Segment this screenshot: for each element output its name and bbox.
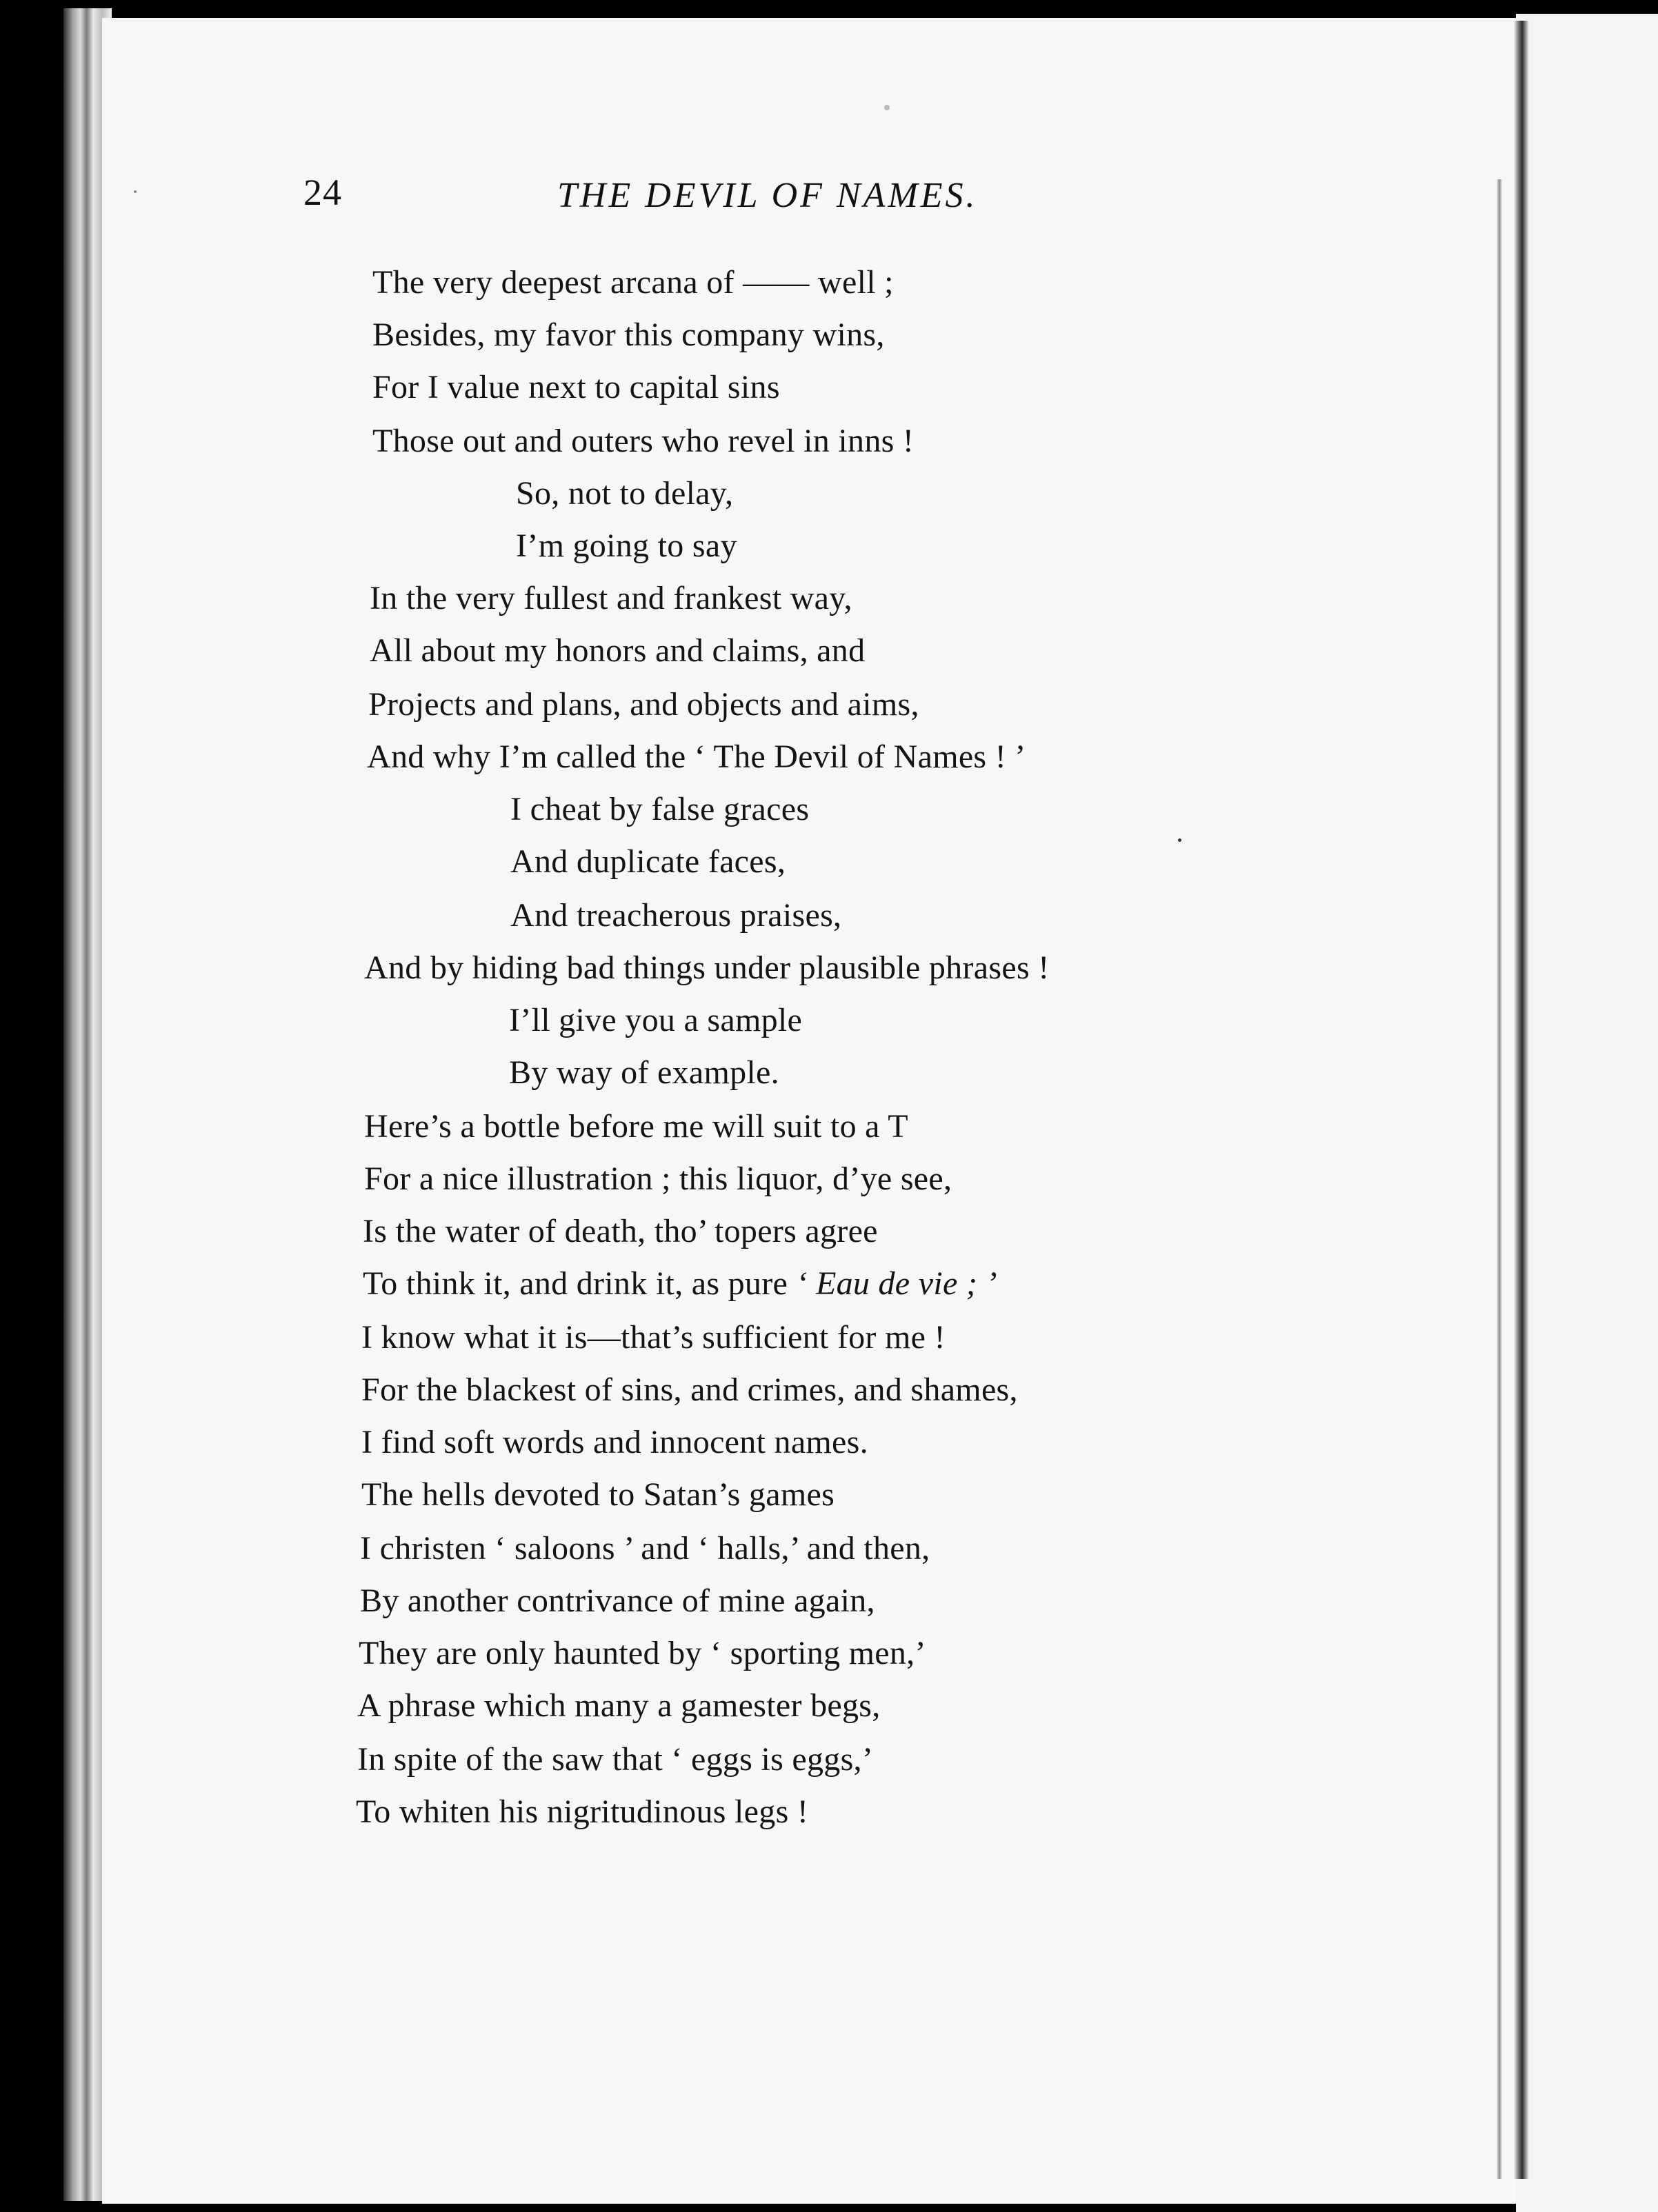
poem-line: So, not to delay, (516, 475, 734, 512)
poem-line: Besides, my favor this company wins, (372, 316, 885, 353)
poem-line: In the very fullest and frankest way, (370, 580, 852, 616)
poem-line: Is the water of death, tho’ topers agree (363, 1213, 878, 1249)
poem-line: All about my honors and claims, and (370, 632, 866, 669)
paper-speck (884, 105, 890, 110)
poem-line: I cheat by false graces (510, 791, 810, 827)
poem-line: For the blackest of sins, and crimes, and shames, (361, 1371, 1018, 1408)
running-title: THE DEVIL OF NAMES. (557, 176, 978, 215)
poem-line: I find soft words and innocent names. (361, 1424, 868, 1460)
poem-line: I know what it is—that’s sufficient for me ! (361, 1319, 946, 1356)
page-number: 24 (303, 172, 342, 213)
poem-line: A phrase which many a gamester begs, (357, 1687, 881, 1724)
poem-line: I’ll give you a sample (509, 1002, 803, 1038)
poem-line-italic: ‘ Eau de vie ; ’ (796, 1265, 997, 1302)
poem-line: For I value next to capital sins (372, 369, 780, 405)
poem-line: In spite of the saw that ‘ eggs is eggs,’ (357, 1741, 874, 1778)
poem-line: To whiten his nigritudinous legs ! (356, 1793, 809, 1830)
poem-line: By another contrivance of mine again, (360, 1582, 875, 1619)
paper-speck (134, 190, 137, 193)
poem-line: They are only haunted by ‘ sporting men,’ (359, 1635, 926, 1671)
paper-speck (1178, 838, 1181, 842)
poem-line: For a nice illustration ; this liquor, d’ye see, (364, 1160, 952, 1197)
poem-line (363, 1265, 997, 1303)
poem-line: The very deepest arcana of —— well ; (372, 264, 894, 301)
poem-line: The hells devoted to Satan’s games (361, 1476, 835, 1513)
poem-line: And treacherous praises, (510, 897, 842, 934)
poem-line: By way of example. (509, 1054, 779, 1091)
poem-line: And why I’m called the ‘ The Devil of Names ! ’ (367, 738, 1026, 775)
poem-line-text: To think it, and drink it, as pure (363, 1265, 788, 1302)
poem-line: I’m going to say (516, 527, 737, 564)
poem-line: And by hiding bad things under plausible phrases ! (364, 949, 1050, 986)
poem-line: Projects and plans, and objects and aims, (368, 686, 919, 723)
poem-line: Here’s a bottle before me will suit to a T (364, 1108, 908, 1145)
poem-line: Those out and outers who revel in inns ! (372, 423, 915, 459)
poem-line: And duplicate faces, (510, 843, 786, 880)
poem-line: I christen ‘ saloons ’ and ‘ halls,’ and then, (360, 1530, 930, 1567)
